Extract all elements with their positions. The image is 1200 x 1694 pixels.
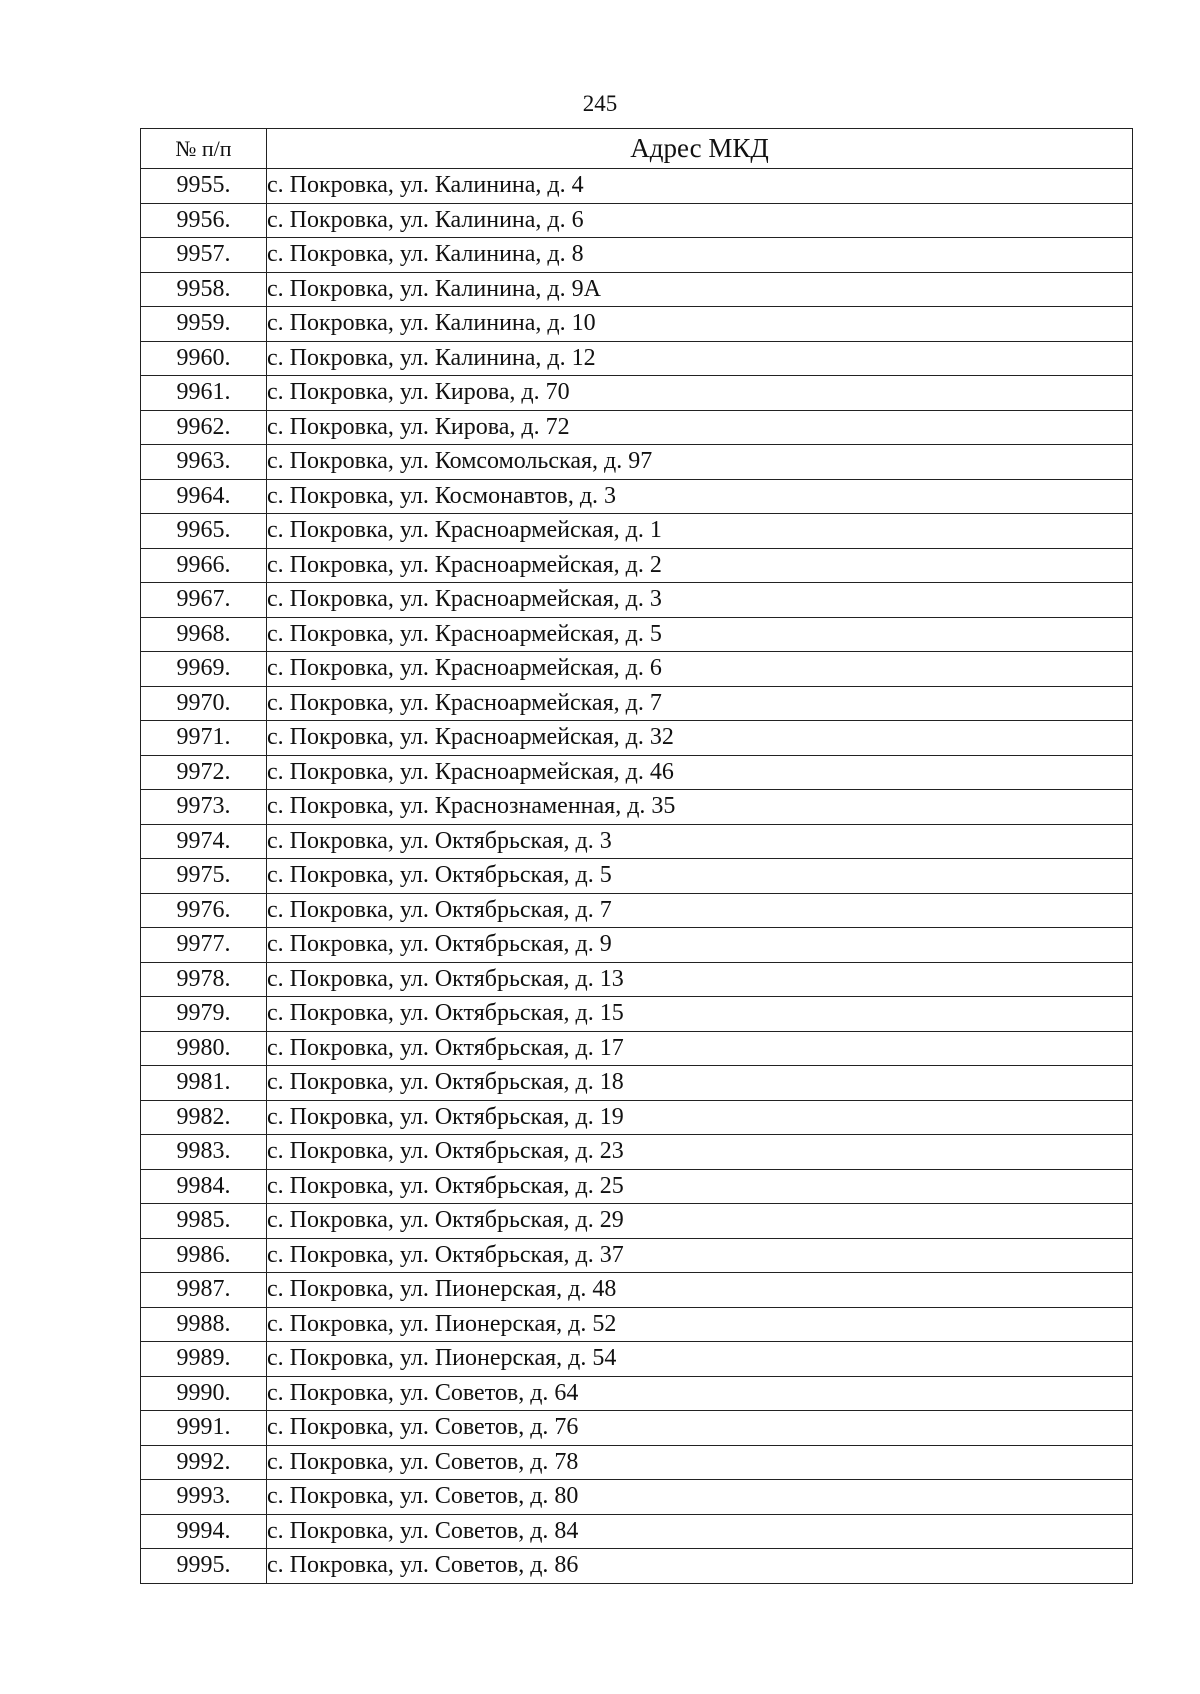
row-address: с. Покровка, ул. Советов, д. 86 [267,1549,1133,1584]
row-address: с. Покровка, ул. Красноармейская, д. 6 [267,652,1133,687]
row-number: 9993. [141,1480,267,1515]
row-address: с. Покровка, ул. Космонавтов, д. 3 [267,479,1133,514]
row-address: с. Покровка, ул. Октябрьская, д. 5 [267,859,1133,894]
table-row [141,238,1133,273]
row-number: 9976. [141,893,267,928]
table-row [141,445,1133,480]
row-address: с. Покровка, ул. Красноармейская, д. 7 [267,686,1133,721]
row-number: 9969. [141,652,267,687]
table-row [141,583,1133,618]
row-number: 9970. [141,686,267,721]
row-number: 9973. [141,790,267,825]
header-number: № п/п [141,129,267,169]
row-address: с. Покровка, ул. Красноармейская, д. 46 [267,755,1133,790]
row-address: с. Покровка, ул. Калинина, д. 4 [267,169,1133,204]
table-row [141,1135,1133,1170]
row-number: 9960. [141,341,267,376]
row-number: 9965. [141,514,267,549]
row-number: 9971. [141,721,267,756]
table-row [141,824,1133,859]
row-number: 9987. [141,1273,267,1308]
row-number: 9991. [141,1411,267,1446]
row-address: с. Покровка, ул. Советов, д. 84 [267,1514,1133,1549]
table-row [141,1066,1133,1101]
table-row [141,1480,1133,1515]
row-address: с. Покровка, ул. Октябрьская, д. 19 [267,1100,1133,1135]
row-address: с. Покровка, ул. Октябрьская, д. 9 [267,928,1133,963]
row-number: 9975. [141,859,267,894]
row-number: 9962. [141,410,267,445]
row-number: 9958. [141,272,267,307]
row-address: с. Покровка, ул. Советов, д. 76 [267,1411,1133,1446]
table-row [141,652,1133,687]
table-body [141,169,1133,1584]
table-row [141,203,1133,238]
table-row [141,169,1133,204]
row-address: с. Покровка, ул. Красноармейская, д. 2 [267,548,1133,583]
row-address: с. Покровка, ул. Октябрьская, д. 7 [267,893,1133,928]
row-address: с. Покровка, ул. Калинина, д. 8 [267,238,1133,273]
row-number: 9956. [141,203,267,238]
table-row [141,1411,1133,1446]
row-address: с. Покровка, ул. Красноармейская, д. 3 [267,583,1133,618]
row-number: 9955. [141,169,267,204]
row-address: с. Покровка, ул. Калинина, д. 10 [267,307,1133,342]
row-number: 9988. [141,1307,267,1342]
row-number: 9995. [141,1549,267,1584]
row-address: с. Покровка, ул. Октябрьская, д. 37 [267,1238,1133,1273]
row-number: 9984. [141,1169,267,1204]
row-number: 9977. [141,928,267,963]
row-number: 9983. [141,1135,267,1170]
row-address: с. Покровка, ул. Комсомольская, д. 97 [267,445,1133,480]
table-row [141,410,1133,445]
row-number: 9992. [141,1445,267,1480]
row-number: 9990. [141,1376,267,1411]
table-row [141,755,1133,790]
row-number: 9981. [141,1066,267,1101]
row-number: 9959. [141,307,267,342]
row-number: 9964. [141,479,267,514]
row-number: 9994. [141,1514,267,1549]
row-number: 9982. [141,1100,267,1135]
table-row [141,1342,1133,1377]
row-address: с. Покровка, ул. Пионерская, д. 54 [267,1342,1133,1377]
row-number: 9972. [141,755,267,790]
row-address: с. Покровка, ул. Кирова, д. 72 [267,410,1133,445]
row-address: с. Покровка, ул. Красноармейская, д. 32 [267,721,1133,756]
row-number: 9966. [141,548,267,583]
row-number: 9974. [141,824,267,859]
table-row [141,617,1133,652]
header-address: Адрес МКД [267,129,1133,169]
row-number: 9957. [141,238,267,273]
table-row [141,1376,1133,1411]
table-row [141,1238,1133,1273]
table-header-row [141,129,1133,169]
table-row [141,997,1133,1032]
table-row [141,1031,1133,1066]
table-row [141,893,1133,928]
table-row [141,1307,1133,1342]
table-row [141,1273,1133,1308]
row-address: с. Покровка, ул. Октябрьская, д. 18 [267,1066,1133,1101]
table-row [141,341,1133,376]
row-address: с. Покровка, ул. Красноармейская, д. 5 [267,617,1133,652]
table-row [141,1549,1133,1584]
row-address: с. Покровка, ул. Октябрьская, д. 3 [267,824,1133,859]
row-address: с. Покровка, ул. Октябрьская, д. 23 [267,1135,1133,1170]
row-address: с. Покровка, ул. Калинина, д. 6 [267,203,1133,238]
table-row [141,721,1133,756]
row-address: с. Покровка, ул. Калинина, д. 12 [267,341,1133,376]
table-row [141,548,1133,583]
table-row [141,928,1133,963]
table-row [141,307,1133,342]
row-number: 9979. [141,997,267,1032]
table-row [141,1169,1133,1204]
row-number: 9989. [141,1342,267,1377]
row-number: 9968. [141,617,267,652]
row-number: 9985. [141,1204,267,1239]
row-address: с. Покровка, ул. Калинина, д. 9А [267,272,1133,307]
table-row [141,479,1133,514]
row-number: 9967. [141,583,267,618]
row-number: 9963. [141,445,267,480]
row-address: с. Покровка, ул. Кирова, д. 70 [267,376,1133,411]
table-row [141,1100,1133,1135]
table-row [141,859,1133,894]
row-address: с. Покровка, ул. Октябрьская, д. 13 [267,962,1133,997]
table-row [141,790,1133,825]
table-row [141,686,1133,721]
row-address: с. Покровка, ул. Красноармейская, д. 1 [267,514,1133,549]
row-address: с. Покровка, ул. Октябрьская, д. 17 [267,1031,1133,1066]
table-row [141,962,1133,997]
row-number: 9986. [141,1238,267,1273]
address-table [140,128,1133,1584]
table-row [141,1204,1133,1239]
row-address: с. Покровка, ул. Советов, д. 80 [267,1480,1133,1515]
table-row [141,1445,1133,1480]
table-row [141,1514,1133,1549]
row-address: с. Покровка, ул. Пионерская, д. 48 [267,1273,1133,1308]
row-address: с. Покровка, ул. Октябрьская, д. 29 [267,1204,1133,1239]
row-number: 9961. [141,376,267,411]
row-address: с. Покровка, ул. Пионерская, д. 52 [267,1307,1133,1342]
row-address: с. Покровка, ул. Советов, д. 64 [267,1376,1133,1411]
row-address: с. Покровка, ул. Краснознаменная, д. 35 [267,790,1133,825]
table-row [141,376,1133,411]
row-address: с. Покровка, ул. Советов, д. 78 [267,1445,1133,1480]
page-number: 245 [582,91,618,116]
row-address: с. Покровка, ул. Октябрьская, д. 25 [267,1169,1133,1204]
row-number: 9980. [141,1031,267,1066]
row-address: с. Покровка, ул. Октябрьская, д. 15 [267,997,1133,1032]
table-row [141,272,1133,307]
row-number: 9978. [141,962,267,997]
table-row [141,514,1133,549]
